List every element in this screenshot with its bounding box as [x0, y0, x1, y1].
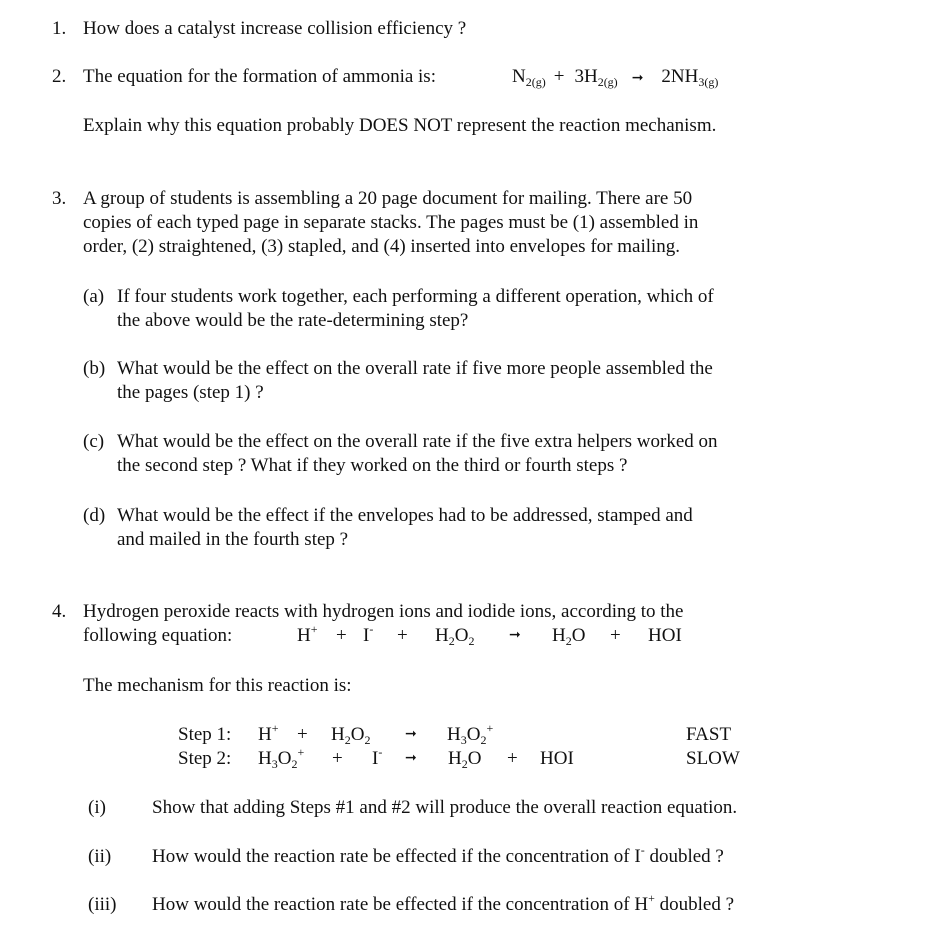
- subq-iii-text: How would the reaction rate be effected if the concentration of H+ doubled ?: [152, 891, 735, 915]
- q3c-line-1: What would be the effect on the overall rate if the five extra helpers worked on: [117, 431, 718, 452]
- eq-hoi: HOI: [648, 625, 682, 646]
- ammonia-equation: [512, 65, 718, 91]
- q1-number: 1.: [52, 18, 67, 39]
- eq-arrow: ➞: [631, 71, 644, 86]
- step-2-plus-2: +: [507, 748, 518, 769]
- q3d-line-1: What would be the effect if the envelopes had to be addressed, stamped and: [117, 505, 693, 526]
- eq-plus: +: [553, 66, 565, 87]
- eq-h2o2: $H_2O_2$: [435, 625, 475, 648]
- eq-n: N: [512, 66, 526, 87]
- eq-nh: 2NH: [661, 66, 699, 87]
- subq-ii-label: (ii): [88, 846, 112, 867]
- q3a-line-2: the above would be the rate-determining step?: [117, 310, 469, 331]
- q3-line-1: A group of students is assembling a 20 page document for mailing. There are 50: [83, 188, 693, 209]
- step-2-plus: +: [332, 748, 343, 769]
- step-2-hoi: HOI: [540, 748, 574, 769]
- q2-explain: Explain why this equation probably DOES NOT represent the reaction mechanism.: [83, 115, 717, 136]
- q3d-line-2: and mailed in the fourth step ?: [117, 529, 349, 550]
- subq-i-label: (i): [88, 797, 106, 818]
- eq-plus-3: +: [610, 625, 621, 646]
- q3-number: 3.: [52, 188, 67, 209]
- step-2-label: Step 2:: [178, 748, 232, 769]
- q3a-label: (a): [83, 286, 105, 307]
- eq-arrow: ➞: [509, 628, 521, 643]
- q4-number: 4.: [52, 601, 67, 622]
- q2-text: The equation for the formation of ammonia is:: [83, 66, 436, 87]
- eq-h-plus: H+: [297, 622, 318, 646]
- step-1-label: Step 1:: [178, 724, 232, 745]
- subq-iii-label: (iii): [88, 894, 117, 915]
- q2-number: 2.: [52, 66, 67, 87]
- q3-line-3: order, (2) straightened, (3) stapled, and (4) inserted into envelopes for mailing.: [83, 236, 681, 257]
- q3c-line-2: the second step ? What if they worked on the third or fourth steps ?: [117, 455, 628, 476]
- step-1-arrow: ➞: [405, 727, 417, 742]
- q4-line-2: following equation:: [83, 625, 233, 646]
- step-1-h-plus: H+: [258, 721, 279, 745]
- eq-plus-2: +: [397, 625, 408, 646]
- mechanism-intro: The mechanism for this reaction is:: [83, 675, 352, 696]
- eq-h: 3H: [574, 66, 598, 87]
- eq-n-sub: 2(g): [525, 75, 546, 89]
- step-1-speed: FAST: [686, 724, 732, 745]
- step-2-arrow: ➞: [405, 751, 417, 766]
- step-2-speed: SLOW: [686, 748, 740, 769]
- eq-water: $H_2O$: [552, 625, 586, 648]
- step-1-h2o2: $H_2O_2$: [331, 724, 371, 747]
- step-2-h3o2-plus: $H_3O_2^+$: [258, 745, 305, 771]
- q3b-line-2: the pages (step 1) ?: [117, 382, 264, 403]
- step-1-h3o2-plus: $H_3O_2^+$: [447, 721, 494, 747]
- q1-text: How does a catalyst increase collision efficiency ?: [83, 18, 467, 39]
- q3c-label: (c): [83, 431, 105, 452]
- eq-nh-sub: 3(g): [698, 75, 719, 89]
- q3b-line-1: What would be the effect on the overall rate if five more people assembled the: [117, 358, 713, 379]
- step-2-water: $H_2O$: [448, 748, 482, 771]
- q3a-line-1: If four students work together, each performing a different operation, which of: [117, 286, 714, 307]
- q3b-label: (b): [83, 358, 106, 379]
- eq-plus-1: +: [336, 625, 347, 646]
- eq-h-sub: 2(g): [597, 75, 618, 89]
- subq-ii-text: How would the reaction rate be effected if the concentration of I- doubled ?: [152, 843, 724, 867]
- eq-iodide: I-: [363, 622, 374, 646]
- subq-i-text: Show that adding Steps #1 and #2 will produce the overall reaction equation.: [152, 797, 738, 818]
- step-1-plus: +: [297, 724, 308, 745]
- step-2-iodide: I-: [372, 745, 383, 769]
- q3-line-2: copies of each typed page in separate stacks. The pages must be (1) assembled in: [83, 212, 699, 233]
- q3d-label: (d): [83, 505, 106, 526]
- q4-line-1: Hydrogen peroxide reacts with hydrogen ions and iodide ions, according to the: [83, 601, 684, 622]
